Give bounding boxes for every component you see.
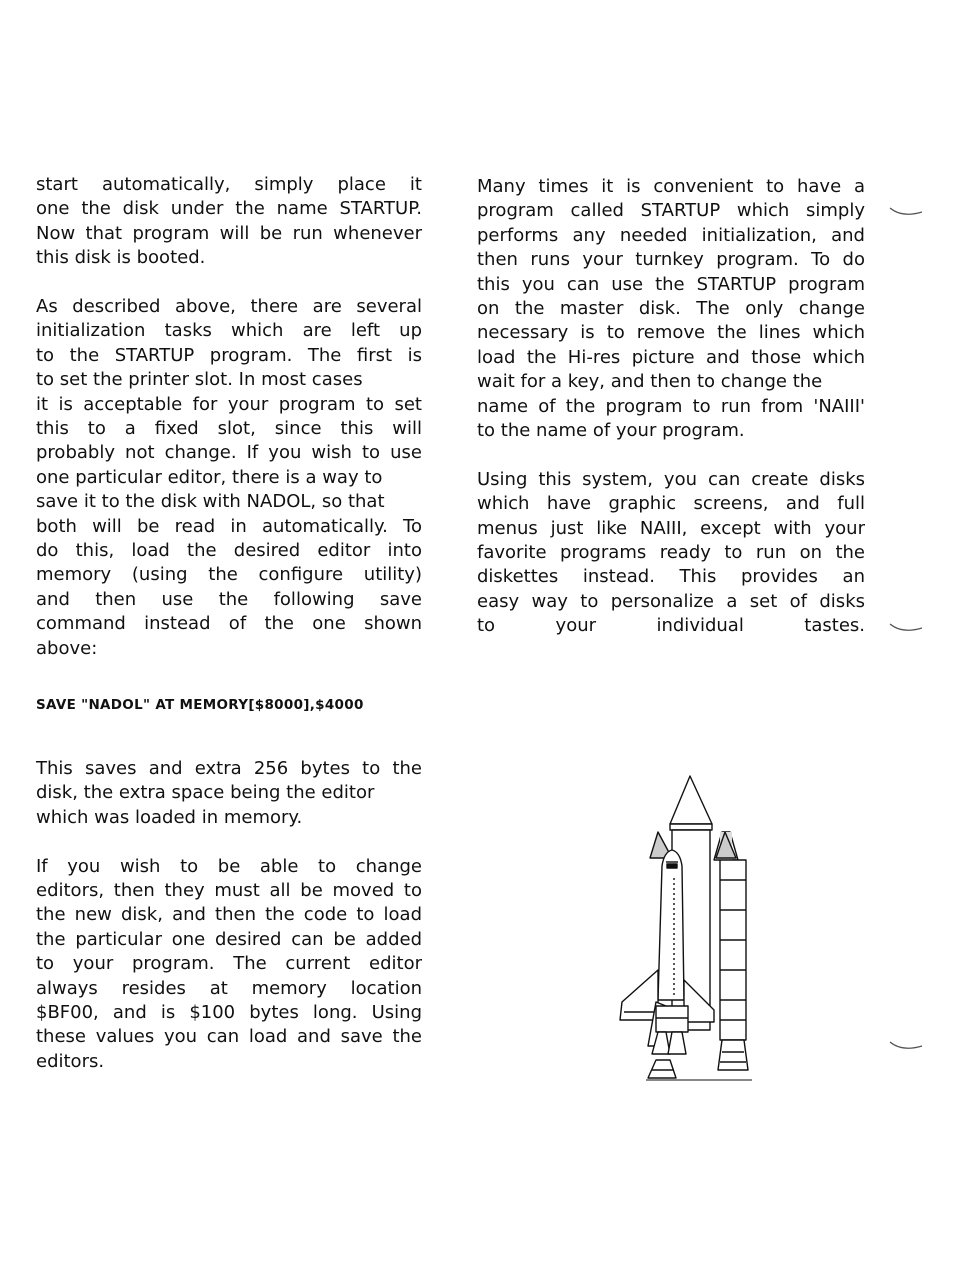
text-line: program called STARTUP which simply: [477, 200, 865, 222]
text-line: $BF00, and is $100 bytes long. Using: [36, 1002, 422, 1024]
paragraph-startup-program: [477, 175, 865, 443]
text-line: to your individual tastes.: [477, 615, 865, 637]
text-line: Many times it is convenient to have a: [477, 176, 865, 197]
text-line: Now that program will be run whenever: [36, 222, 422, 244]
text-line: If you wish to be able to change: [36, 855, 422, 877]
text-line: this disk is booted.: [36, 247, 206, 269]
text-line: this you can use the STARTUP program: [477, 273, 865, 295]
text-line: diskettes instead. This provides an: [477, 566, 865, 588]
text-line: Using this system, you can create disks: [477, 468, 865, 490]
text-line: editors.: [36, 1050, 105, 1072]
text-line: save it to the disk with NADOL, so that: [36, 491, 385, 513]
text-line: then runs your turnkey program. To do: [477, 249, 865, 271]
paragraph-using-system: [477, 468, 865, 639]
text-line: always resides at memory location: [36, 977, 422, 999]
text-line: these values you can load and save the: [36, 1026, 422, 1048]
text-line: command instead of the one shown: [36, 613, 422, 635]
text-line: initialization tasks which are left up: [36, 320, 422, 342]
left-column: [36, 173, 422, 661]
margin-mark: [888, 204, 924, 218]
text-line: on the master disk. The only change: [477, 298, 865, 320]
text-line: wait for a key, and then to change the: [477, 371, 823, 393]
paragraph-initialization-tasks: [36, 295, 422, 661]
text-line: necessary is to remove the lines which: [477, 322, 865, 344]
paragraph-startup-auto: [36, 173, 422, 271]
text-line: editors, then they must all be moved to: [36, 880, 422, 902]
text-line: to your program. The current editor: [36, 953, 422, 975]
right-column: [477, 175, 865, 639]
text-line: memory (using the configure utility): [36, 564, 422, 586]
text-line: to set the printer slot. In most cases: [36, 369, 363, 391]
text-line: the new disk, and then the code to load: [36, 904, 422, 926]
save-command-code: SAVE "NADOL" AT MEMORY[$8000],$4000: [36, 697, 364, 713]
left-column-lower: [36, 757, 422, 1074]
text-line: and then use the following save: [36, 588, 422, 610]
text-line: disk, the extra space being the editor: [36, 782, 375, 804]
text-line: this to a fixed slot, since this will: [36, 418, 422, 440]
text-line: to the STARTUP program. The first is: [36, 344, 422, 366]
text-line: menus just like NAIII, except with your: [477, 517, 865, 539]
text-line: probably not change. If you wish to use: [36, 442, 422, 464]
text-line: one particular editor, there is a way to: [36, 466, 383, 488]
text-line: easy way to personalize a set of disks: [477, 590, 865, 612]
margin-mark: [888, 620, 924, 634]
text-line: do this, load the desired editor into: [36, 540, 422, 562]
text-line: one the disk under the name STARTUP.: [36, 198, 422, 220]
text-line: favorite programs ready to run on the: [477, 542, 865, 564]
text-line: above:: [36, 637, 98, 659]
text-line: name of the program to run from 'NAIII': [477, 395, 865, 417]
paragraph-extra-bytes: [36, 757, 422, 830]
text-line: start automatically, simply place it: [36, 174, 422, 195]
text-line: to the name of your program.: [477, 420, 745, 442]
text-line: which have graphic screens, and full: [477, 493, 865, 515]
text-line: which was loaded in memory.: [36, 806, 303, 828]
paragraph-change-editors: [36, 855, 422, 1075]
text-line: As described above, there are several: [36, 296, 422, 318]
text-line: the particular one desired can be added: [36, 928, 422, 950]
text-line: load the Hi-res picture and those which: [477, 346, 865, 368]
text-line: it is acceptable for your program to set: [36, 393, 422, 415]
text-line: performs any needed initialization, and: [477, 224, 865, 246]
text-line: This saves and extra 256 bytes to the: [36, 758, 422, 779]
text-line: both will be read in automatically. To: [36, 515, 422, 537]
margin-mark: [888, 1038, 924, 1052]
space-shuttle-icon: [612, 770, 762, 1088]
